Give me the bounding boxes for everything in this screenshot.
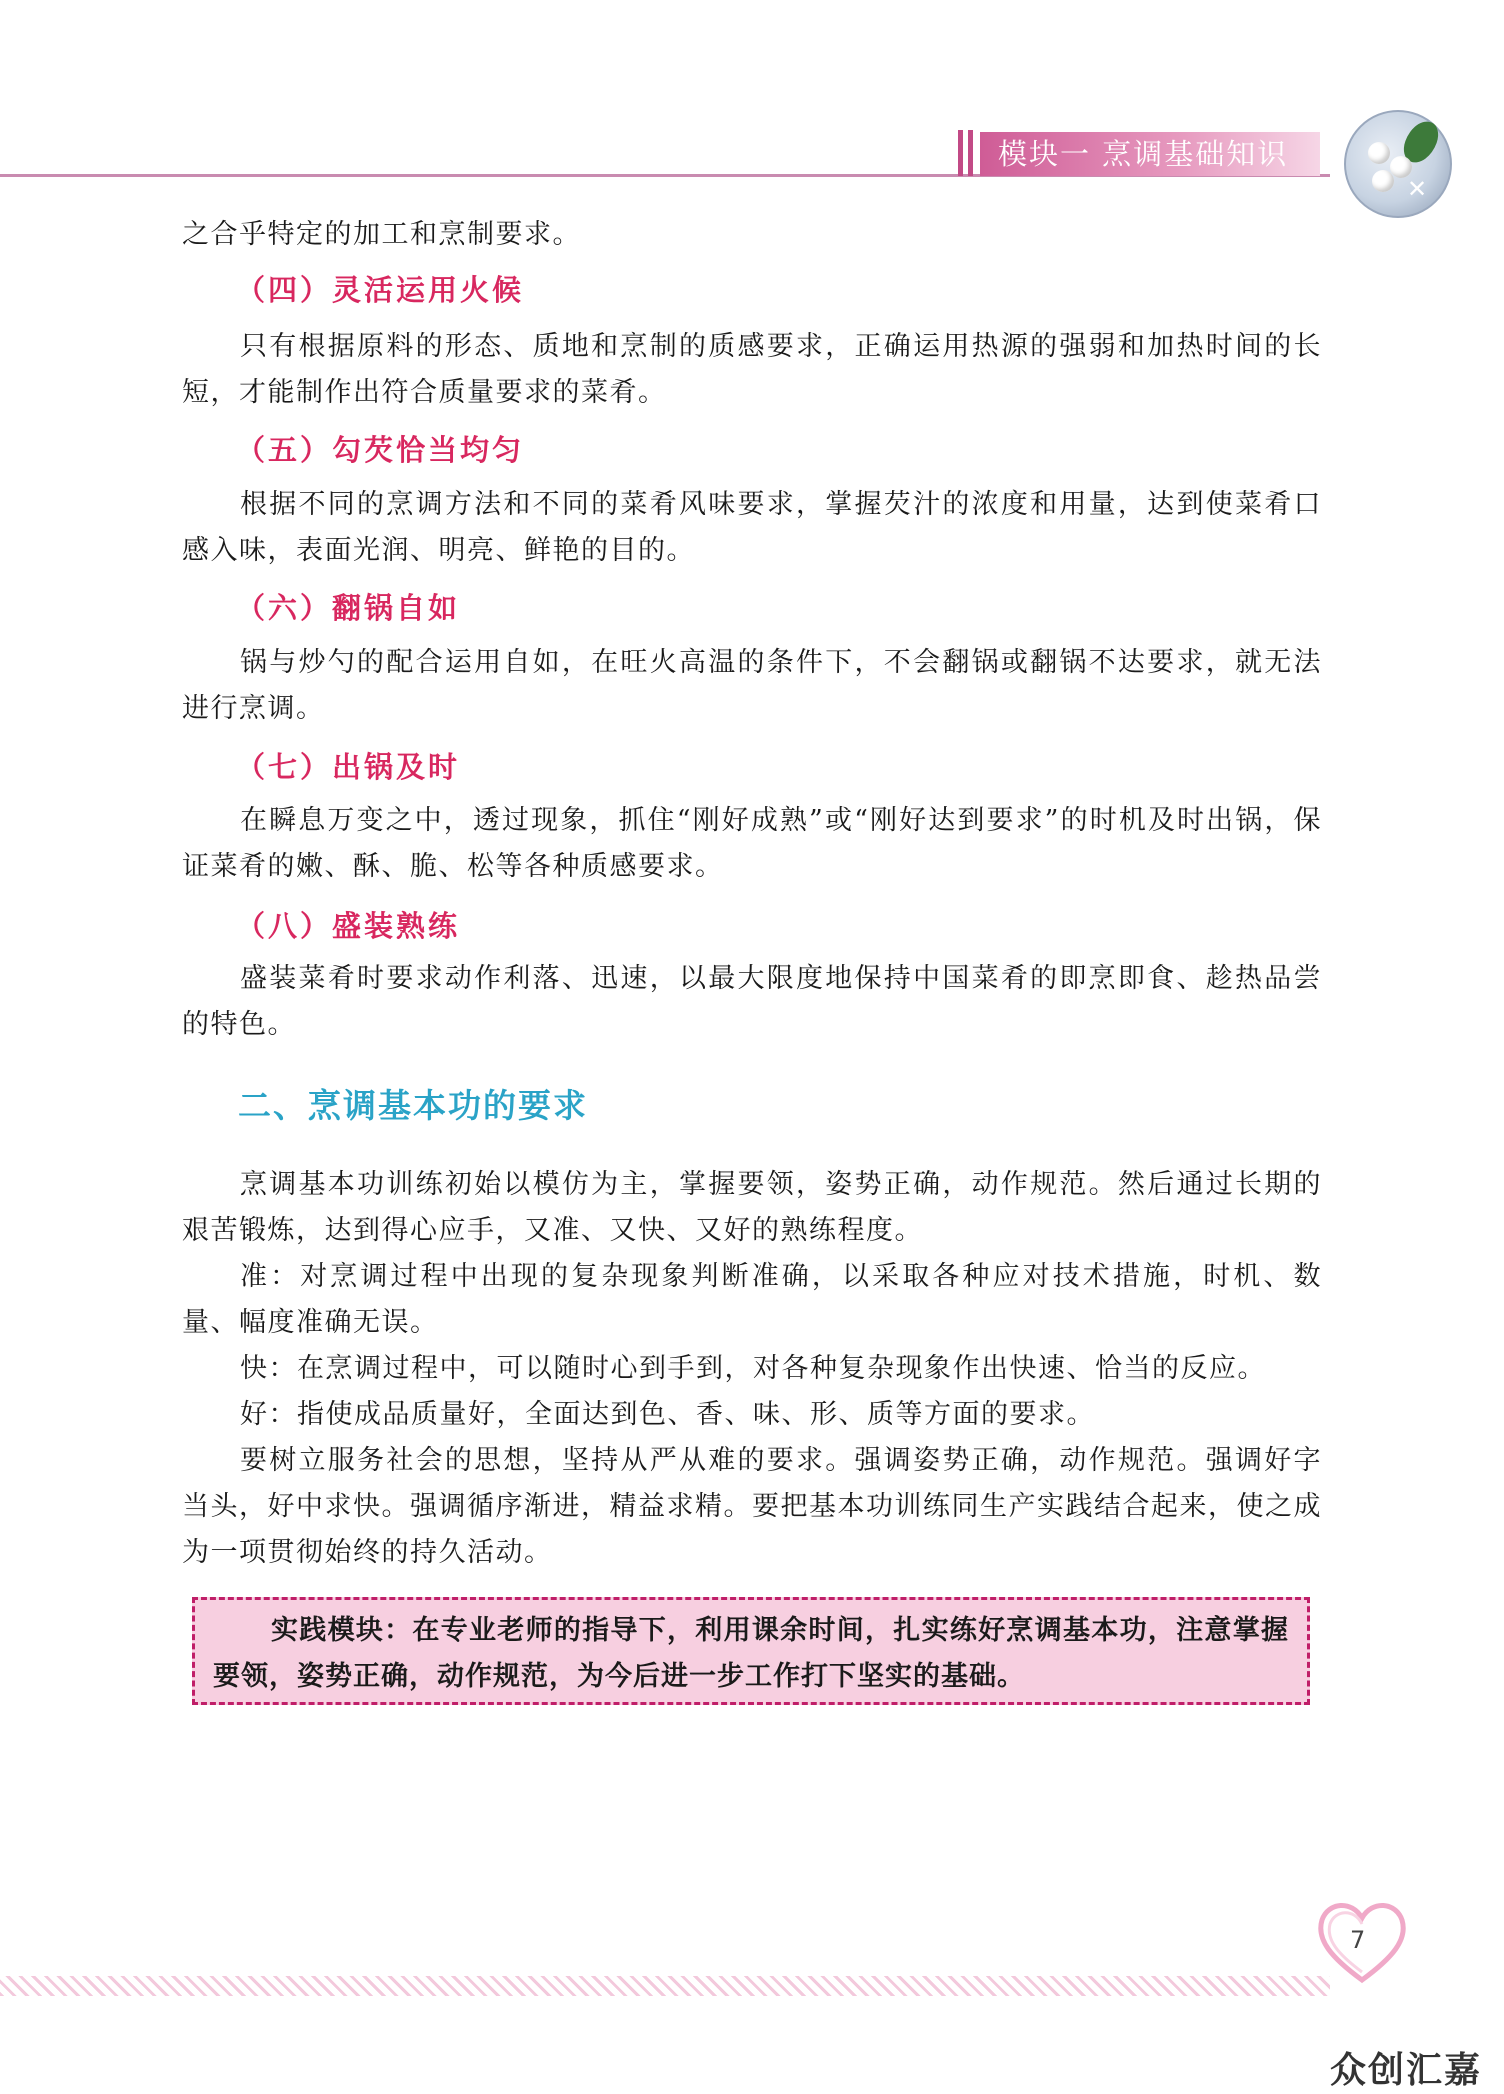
- section2-paragraph-2: 准：对烹调过程中出现的复杂现象判断准确，以采取各种应对技术措施，时机、数量、幅度准确无误。: [182, 1261, 1322, 1338]
- intro-paragraph: 之合乎特定的加工和烹制要求。: [182, 219, 581, 250]
- subheading-7: （七）出锅及时: [236, 750, 461, 784]
- watermark-logo: 众创汇嘉: [1330, 2050, 1483, 2091]
- paragraph-8: 盛装菜肴时要求动作利落、迅速，以最大限度地保持中国菜肴的即烹即食、趁热品尝的特色。: [182, 963, 1322, 1040]
- subheading-8: （八）盛装熟练: [236, 909, 461, 943]
- practice-module-box: 实践模块：在专业老师的指导下，利用课余时间，扎实练好烹调基本功，注意掌握要领，姿势正确，动作规范，为今后进一步工作打下坚实的基础。: [192, 1597, 1310, 1705]
- paragraph-4: 只有根据原料的形态、质地和烹制的质感要求，正确运用热源的强弱和加热时间的长短，才能制作出符合质量要求的菜肴。: [182, 331, 1322, 408]
- footer-decoration: [0, 1976, 1330, 1996]
- section2-paragraph-4: 好：指使成品质量好，全面达到色、香、味、形、质等方面的要求。: [240, 1399, 1095, 1430]
- paragraph-7: 在瞬息万变之中，透过现象，抓住“刚好成熟”或“刚好达到要求”的时机及时出锅，保证菜肴的嫩、酥、脆、松等各种质感要求。: [182, 805, 1322, 882]
- subheading-4: （四）灵活运用火候: [236, 273, 525, 307]
- section-title: 二、烹调基本功的要求: [238, 1086, 588, 1125]
- subheading-6: （六）翻锅自如: [236, 591, 461, 625]
- paragraph-6: 锅与炒勺的配合运用自如，在旺火高温的条件下，不会翻锅或翻锅不达要求，就无法进行烹调。: [182, 647, 1322, 724]
- section2-paragraph-3: 快：在烹调过程中，可以随时心到手到，对各种复杂现象作出快速、恰当的反应。: [240, 1353, 1266, 1384]
- paragraph-5: 根据不同的烹调方法和不同的菜肴风味要求，掌握芡汁的浓度和用量，达到使菜肴口感入味，表面光润、明亮、鲜艳的目的。: [182, 489, 1322, 566]
- module-title: 模块一 烹调基础知识: [980, 132, 1320, 176]
- subheading-5: （五）勾芡恰当均匀: [236, 433, 525, 467]
- section2-paragraph-5: 要树立服务社会的思想，坚持从严从难的要求。强调姿势正确，动作规范。强调好字当头，好中求快。强调循序渐进，精益求精。要把基本功训练同生产实践结合起来，使之成为一项贯彻始终的持久活动。: [182, 1445, 1322, 1568]
- page-number: 7: [1350, 1926, 1366, 1954]
- food-plate-icon: ✕: [1344, 110, 1452, 218]
- section2-paragraph-1: 烹调基本功训练初始以模仿为主，掌握要领，姿势正确，动作规范。然后通过长期的艰苦锻炼，达到得心应手，又准、又快、又好的熟练程度。: [182, 1169, 1322, 1246]
